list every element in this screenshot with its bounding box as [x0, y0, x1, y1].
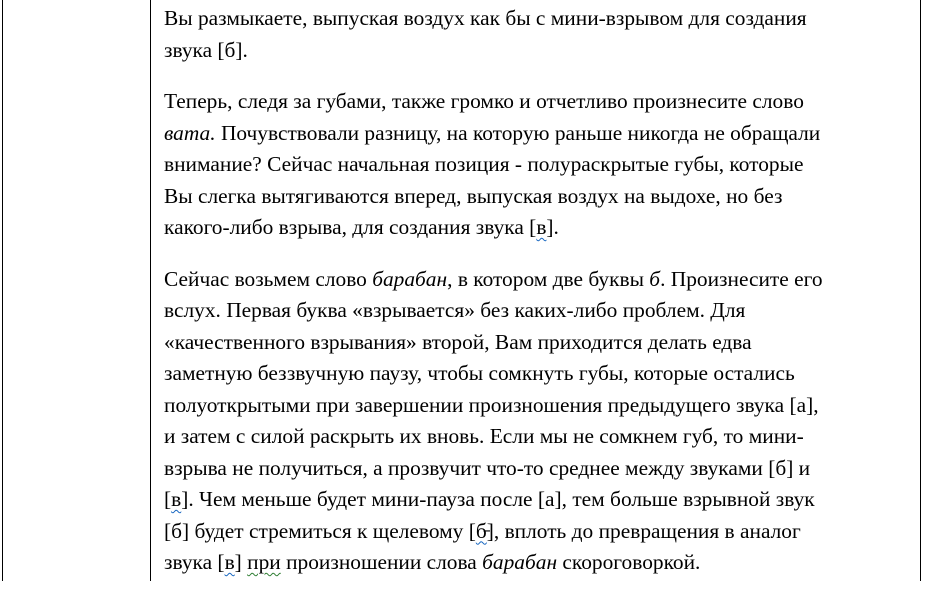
text-fragment: [б] будет стремиться к щелевому [ [164, 518, 476, 543]
text-line: полуоткрытыми при завершении произношения предыдущего звука [а], [164, 392, 819, 417]
table-right-border [920, 0, 921, 581]
text-fragment: какого-либо взрыва, для создания звука [ [164, 215, 537, 239]
text-fragment: скороговоркой. [557, 550, 701, 574]
text-line: заметную беззвучную паузу, чтобы сомкнуть губы, которые остались [164, 361, 795, 385]
paragraph-3 [164, 264, 916, 579]
text-line: внимание? Сейчас начальная позиция - полураскрытые губы, которые [164, 152, 804, 176]
text-fragment: Сейчас возьмем слово [164, 266, 373, 291]
text-fragment: . Произнесите его [660, 266, 823, 291]
grammar-underlined-word: при [247, 550, 281, 574]
text-line [164, 547, 916, 579]
text-fragment: ]. Чем меньше будет мини-пауза после [а], тем больше взрывной звук [181, 487, 815, 511]
text-line [164, 516, 916, 548]
text-cell[interactable] [164, 3, 916, 599]
text-line [164, 118, 916, 150]
text-line [164, 212, 916, 244]
text-fragment: ], вплоть до превращения в аналог [486, 518, 801, 543]
text-line: звука [б]. [164, 37, 248, 62]
italic-word: б [649, 266, 661, 291]
text-line [164, 484, 916, 516]
text-line: Вы размыкаете, выпуская воздух как бы с мини-взрывом для создания [164, 6, 807, 30]
text-fragment: звука [ [164, 550, 225, 574]
table-left-border [2, 0, 3, 581]
text-fragment: ]. [546, 215, 559, 239]
text-fragment: произношении слова [280, 550, 483, 574]
spellcheck-underlined-word: в [536, 215, 547, 239]
text-fragment: [ [164, 487, 172, 511]
italic-word: барабан [482, 550, 558, 574]
text-line: «качественного взрывания» второй, Вам приходится делать едва [164, 329, 752, 354]
spellcheck-underlined-word: в [224, 550, 235, 574]
spellcheck-underlined-word: в [171, 487, 182, 511]
text-fragment: ] [234, 550, 248, 574]
text-fragment: Почувствовали разницу, на которую раньше никогда не обращали [215, 120, 821, 145]
italic-word: барабан [372, 266, 448, 291]
text-line [164, 264, 916, 296]
paragraph-1 [164, 3, 916, 66]
italic-word: вата. [164, 120, 216, 145]
text-line: и затем с силой раскрыть их вновь. Если мы не сомкнем губ, то мини- [164, 424, 804, 448]
text-line: вслух. Первая буква «взрывается» без каких-либо проблем. Для [164, 298, 746, 322]
spellcheck-underlined-word: б̵ [475, 518, 487, 543]
table-column-divider [150, 0, 151, 581]
text-line: Вы слегка вытягиваются вперед, выпуская воздух на выдохе, но без [164, 183, 783, 208]
text-line: Теперь, следя за губами, также громко и отчетливо произнесите слово [164, 89, 804, 113]
text-fragment: , в котором две буквы [447, 266, 650, 291]
text-line: взрыва не получиться, а прозвучит что-то среднее между звуками [б] и [164, 455, 811, 480]
paragraph-2 [164, 86, 916, 244]
